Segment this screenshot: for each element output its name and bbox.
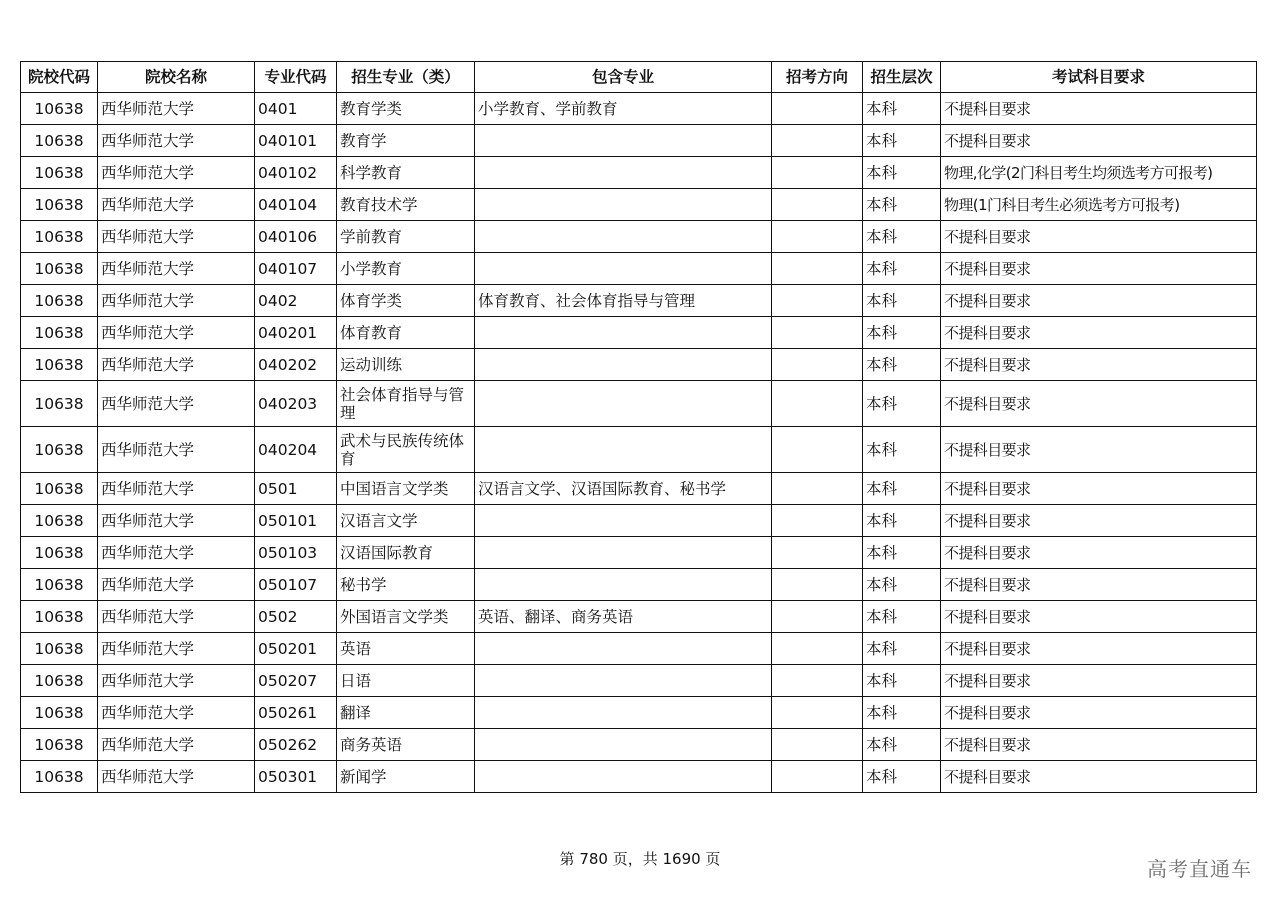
level-cell: 本科 [863,157,941,189]
major-name-cell: 英语 [337,633,475,665]
direction-cell [772,285,863,317]
subject-requirement-cell: 不提科目要求 [941,427,1257,473]
header-school-name: 院校名称 [98,62,255,93]
direction-cell [772,349,863,381]
school-code-cell: 10638 [21,125,98,157]
subject-requirement-cell: 不提科目要求 [941,93,1257,125]
major-name-cell: 体育学类 [337,285,475,317]
included-majors-cell: 体育教育、社会体育指导与管理 [475,285,772,317]
school-name-cell: 西华师范大学 [98,729,255,761]
direction-cell [772,221,863,253]
included-majors-cell [475,189,772,221]
admissions-table [20,61,1257,793]
direction-cell [772,473,863,505]
direction-cell [772,729,863,761]
direction-cell [772,505,863,537]
major-code-cell: 050207 [255,665,337,697]
school-name-cell: 西华师范大学 [98,349,255,381]
level-cell: 本科 [863,729,941,761]
subject-requirement-cell: 不提科目要求 [941,601,1257,633]
school-name-cell: 西华师范大学 [98,285,255,317]
direction-cell [772,157,863,189]
level-cell: 本科 [863,537,941,569]
major-code-cell: 040204 [255,427,337,473]
subject-requirement-cell: 不提科目要求 [941,729,1257,761]
direction-cell [772,317,863,349]
school-code-cell: 10638 [21,189,98,221]
header-school-code: 院校代码 [21,62,98,93]
direction-cell [772,427,863,473]
table-row [21,317,1257,349]
watermark: 高考直通车 [1147,857,1252,881]
level-cell: 本科 [863,633,941,665]
major-code-cell: 050103 [255,537,337,569]
school-code-cell: 10638 [21,381,98,427]
subject-requirement-cell: 不提科目要求 [941,473,1257,505]
table-row [21,473,1257,505]
major-code-cell: 050107 [255,569,337,601]
school-code-cell: 10638 [21,221,98,253]
major-code-cell: 050301 [255,761,337,793]
level-cell: 本科 [863,697,941,729]
direction-cell [772,125,863,157]
school-name-cell: 西华师范大学 [98,93,255,125]
school-code-cell: 10638 [21,569,98,601]
level-cell: 本科 [863,601,941,633]
major-name-cell: 外国语言文学类 [337,601,475,633]
major-code-cell: 040202 [255,349,337,381]
major-code-cell: 050101 [255,505,337,537]
table-row [21,93,1257,125]
included-majors-cell [475,125,772,157]
subject-requirement-cell: 不提科目要求 [941,569,1257,601]
school-name-cell: 西华师范大学 [98,473,255,505]
school-name-cell: 西华师范大学 [98,761,255,793]
subject-requirement-cell: 不提科目要求 [941,665,1257,697]
table-row [21,221,1257,253]
major-name-cell: 汉语言文学 [337,505,475,537]
major-code-cell: 0401 [255,93,337,125]
included-majors-cell [475,221,772,253]
level-cell: 本科 [863,221,941,253]
table-row [21,253,1257,285]
major-name-cell: 武术与民族传统体育 [337,427,475,473]
level-cell: 本科 [863,317,941,349]
subject-requirement-cell: 物理,化学(2门科目考生均须选考方可报考) [941,157,1257,189]
subject-requirement-cell: 不提科目要求 [941,381,1257,427]
subject-requirement-cell: 不提科目要求 [941,537,1257,569]
subject-requirement-cell: 不提科目要求 [941,697,1257,729]
school-name-cell: 西华师范大学 [98,569,255,601]
level-cell: 本科 [863,665,941,697]
school-code-cell: 10638 [21,729,98,761]
school-code-cell: 10638 [21,601,98,633]
direction-cell [772,381,863,427]
table-row [21,349,1257,381]
major-name-cell: 商务英语 [337,729,475,761]
major-name-cell: 学前教育 [337,221,475,253]
included-majors-cell [475,317,772,349]
major-code-cell: 050201 [255,633,337,665]
included-majors-cell [475,729,772,761]
school-code-cell: 10638 [21,349,98,381]
level-cell: 本科 [863,125,941,157]
header-subject-requirement: 考试科目要求 [941,62,1257,93]
included-majors-cell [475,761,772,793]
major-code-cell: 0402 [255,285,337,317]
table-row [21,125,1257,157]
level-cell: 本科 [863,93,941,125]
included-majors-cell: 汉语言文学、汉语国际教育、秘书学 [475,473,772,505]
major-name-cell: 教育学 [337,125,475,157]
major-code-cell: 0501 [255,473,337,505]
major-code-cell: 040102 [255,157,337,189]
major-code-cell: 040106 [255,221,337,253]
school-code-cell: 10638 [21,427,98,473]
included-majors-cell: 小学教育、学前教育 [475,93,772,125]
header-included-majors: 包含专业 [475,62,772,93]
table-header-row [21,62,1257,93]
table-row [21,761,1257,793]
major-name-cell: 秘书学 [337,569,475,601]
school-code-cell: 10638 [21,761,98,793]
table-row [21,601,1257,633]
header-major-name: 招生专业（类） [337,62,475,93]
school-name-cell: 西华师范大学 [98,665,255,697]
included-majors-cell: 英语、翻译、商务英语 [475,601,772,633]
level-cell: 本科 [863,381,941,427]
level-cell: 本科 [863,473,941,505]
table-row [21,633,1257,665]
table-row [21,729,1257,761]
major-name-cell: 中国语言文学类 [337,473,475,505]
level-cell: 本科 [863,427,941,473]
header-direction: 招考方向 [772,62,863,93]
school-code-cell: 10638 [21,93,98,125]
direction-cell [772,189,863,221]
direction-cell [772,569,863,601]
major-name-cell: 教育技术学 [337,189,475,221]
table-row [21,427,1257,473]
included-majors-cell [475,381,772,427]
page-number: 第 780 页，共 1690 页 [559,850,721,868]
school-name-cell: 西华师范大学 [98,189,255,221]
school-name-cell: 西华师范大学 [98,633,255,665]
level-cell: 本科 [863,253,941,285]
major-code-cell: 050261 [255,697,337,729]
major-name-cell: 运动训练 [337,349,475,381]
direction-cell [772,761,863,793]
major-name-cell: 日语 [337,665,475,697]
major-name-cell: 体育教育 [337,317,475,349]
school-code-cell: 10638 [21,157,98,189]
major-name-cell: 小学教育 [337,253,475,285]
table-body [21,93,1257,793]
subject-requirement-cell: 不提科目要求 [941,253,1257,285]
included-majors-cell [475,427,772,473]
subject-requirement-cell: 不提科目要求 [941,349,1257,381]
school-name-cell: 西华师范大学 [98,601,255,633]
table-row [21,381,1257,427]
level-cell: 本科 [863,189,941,221]
table-row [21,697,1257,729]
table-row [21,189,1257,221]
school-name-cell: 西华师范大学 [98,381,255,427]
school-name-cell: 西华师范大学 [98,157,255,189]
school-name-cell: 西华师范大学 [98,221,255,253]
major-name-cell: 科学教育 [337,157,475,189]
school-code-cell: 10638 [21,317,98,349]
included-majors-cell [475,253,772,285]
school-code-cell: 10638 [21,505,98,537]
school-code-cell: 10638 [21,537,98,569]
direction-cell [772,93,863,125]
subject-requirement-cell: 不提科目要求 [941,761,1257,793]
school-code-cell: 10638 [21,697,98,729]
included-majors-cell [475,505,772,537]
level-cell: 本科 [863,349,941,381]
school-code-cell: 10638 [21,633,98,665]
subject-requirement-cell: 不提科目要求 [941,505,1257,537]
major-code-cell: 040104 [255,189,337,221]
school-code-cell: 10638 [21,285,98,317]
table-row [21,665,1257,697]
subject-requirement-cell: 物理(1门科目考生必须选考方可报考) [941,189,1257,221]
table-row [21,157,1257,189]
school-name-cell: 西华师范大学 [98,427,255,473]
level-cell: 本科 [863,285,941,317]
major-name-cell: 汉语国际教育 [337,537,475,569]
header-level: 招生层次 [863,62,941,93]
school-name-cell: 西华师范大学 [98,505,255,537]
direction-cell [772,633,863,665]
major-name-cell: 社会体育指导与管理 [337,381,475,427]
major-code-cell: 040107 [255,253,337,285]
school-name-cell: 西华师范大学 [98,537,255,569]
subject-requirement-cell: 不提科目要求 [941,125,1257,157]
major-name-cell: 新闻学 [337,761,475,793]
school-name-cell: 西华师范大学 [98,697,255,729]
direction-cell [772,665,863,697]
subject-requirement-cell: 不提科目要求 [941,221,1257,253]
school-name-cell: 西华师范大学 [98,253,255,285]
table-row [21,569,1257,601]
subject-requirement-cell: 不提科目要求 [941,633,1257,665]
included-majors-cell [475,633,772,665]
school-code-cell: 10638 [21,253,98,285]
major-code-cell: 040203 [255,381,337,427]
direction-cell [772,537,863,569]
school-code-cell: 10638 [21,473,98,505]
major-code-cell: 0502 [255,601,337,633]
table-row [21,285,1257,317]
included-majors-cell [475,157,772,189]
school-name-cell: 西华师范大学 [98,317,255,349]
major-code-cell: 050262 [255,729,337,761]
major-name-cell: 教育学类 [337,93,475,125]
table-row [21,537,1257,569]
major-code-cell: 040101 [255,125,337,157]
level-cell: 本科 [863,761,941,793]
included-majors-cell [475,697,772,729]
table-row [21,505,1257,537]
direction-cell [772,601,863,633]
level-cell: 本科 [863,505,941,537]
subject-requirement-cell: 不提科目要求 [941,285,1257,317]
school-name-cell: 西华师范大学 [98,125,255,157]
header-major-code: 专业代码 [255,62,337,93]
major-code-cell: 040201 [255,317,337,349]
subject-requirement-cell: 不提科目要求 [941,317,1257,349]
school-code-cell: 10638 [21,665,98,697]
included-majors-cell [475,537,772,569]
included-majors-cell [475,569,772,601]
direction-cell [772,697,863,729]
level-cell: 本科 [863,569,941,601]
major-name-cell: 翻译 [337,697,475,729]
included-majors-cell [475,665,772,697]
included-majors-cell [475,349,772,381]
direction-cell [772,253,863,285]
